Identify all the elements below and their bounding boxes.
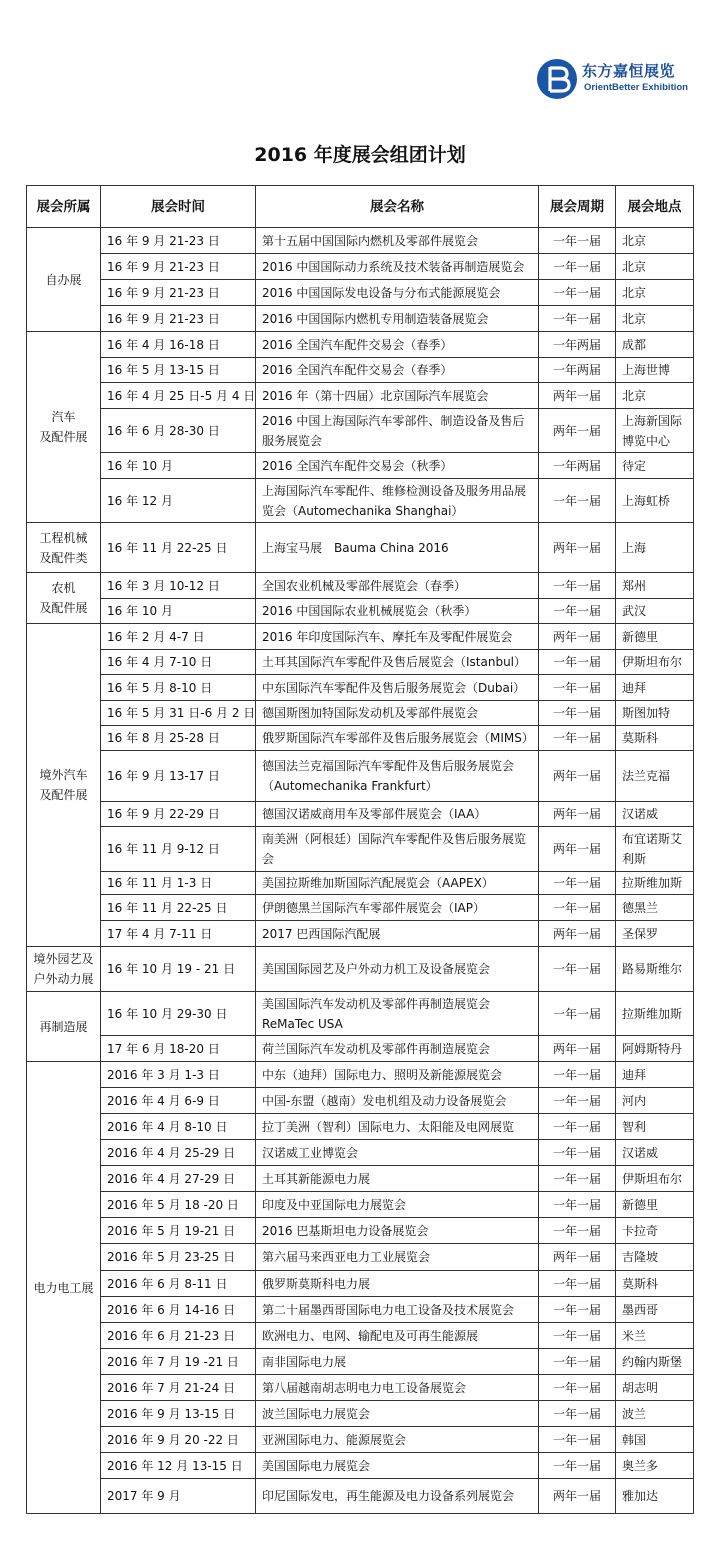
date-cell: 16 年 10 月 bbox=[101, 599, 256, 624]
table-row bbox=[27, 1088, 694, 1114]
date-cell: 16 年 12 月 bbox=[101, 479, 256, 523]
location-cell: 德黑兰 bbox=[616, 895, 694, 921]
name-cell: 2016 全国汽车配件交易会（秋季） bbox=[256, 453, 539, 479]
cycle-cell: 两年一届 bbox=[539, 624, 616, 650]
cycle-cell: 一年一届 bbox=[539, 1349, 616, 1375]
date-cell: 16 年 4 月 25 日-5 月 4 日 bbox=[101, 383, 256, 409]
cycle-cell: 一年一届 bbox=[539, 1166, 616, 1192]
table-row bbox=[27, 479, 694, 523]
date-cell: 2016 年 5 月 19-21 日 bbox=[101, 1218, 256, 1244]
cycle-cell: 一年一届 bbox=[539, 1218, 616, 1244]
name-cell: 第八届越南胡志明电力电工设备展览会 bbox=[256, 1375, 539, 1401]
name-cell: 俄罗斯国际汽车零部件及售后服务展览会（MIMS） bbox=[256, 726, 539, 751]
category-cell: 工程机械 及配件类 bbox=[27, 523, 101, 573]
location-cell: 伊斯坦布尔 bbox=[616, 1166, 694, 1192]
cycle-cell: 一年一届 bbox=[539, 1271, 616, 1297]
location-cell: 韩国 bbox=[616, 1427, 694, 1453]
location-cell: 上海新国际博览中心 bbox=[616, 409, 694, 453]
date-cell: 16 年 5 月 13-15 日 bbox=[101, 358, 256, 383]
table-row bbox=[27, 573, 694, 599]
table-row bbox=[27, 992, 694, 1036]
name-cell: 2017 巴西国际汽配展 bbox=[256, 921, 539, 947]
cycle-cell: 一年一届 bbox=[539, 1453, 616, 1479]
table-row bbox=[27, 872, 694, 895]
date-cell: 16 年 9 月 13-17 日 bbox=[101, 751, 256, 802]
cycle-cell: 一年一届 bbox=[539, 650, 616, 675]
location-cell: 阿姆斯特丹 bbox=[616, 1036, 694, 1062]
category-cell: 农机 及配件展 bbox=[27, 573, 101, 624]
table-row bbox=[27, 1323, 694, 1349]
location-cell: 卡拉奇 bbox=[616, 1218, 694, 1244]
name-cell: 第十五届中国国际内燃机及零部件展览会 bbox=[256, 228, 539, 254]
cycle-cell: 一年一届 bbox=[539, 701, 616, 726]
date-cell: 16 年 6 月 28-30 日 bbox=[101, 409, 256, 453]
location-cell: 圣保罗 bbox=[616, 921, 694, 947]
table-row bbox=[27, 701, 694, 726]
location-cell: 奥兰多 bbox=[616, 1453, 694, 1479]
logo-name-en: OrientBetter Exhibition bbox=[584, 82, 688, 93]
header-cycle: 展会周期 bbox=[539, 186, 616, 228]
exhibition-plan-table bbox=[26, 185, 694, 1514]
table-row bbox=[27, 1062, 694, 1088]
cycle-cell: 两年一届 bbox=[539, 409, 616, 453]
table-row bbox=[27, 947, 694, 992]
date-cell: 16 年 2 月 4-7 日 bbox=[101, 624, 256, 650]
table-row bbox=[27, 1114, 694, 1140]
cycle-cell: 两年一届 bbox=[539, 1479, 616, 1514]
date-cell: 16 年 10 月 19 - 21 日 bbox=[101, 947, 256, 992]
name-cell: 第六届马来西亚电力工业展览会 bbox=[256, 1244, 539, 1271]
table-row bbox=[27, 1349, 694, 1375]
cycle-cell: 一年一届 bbox=[539, 895, 616, 921]
date-cell: 16 年 9 月 22-29 日 bbox=[101, 802, 256, 827]
name-cell: 2016 中国国际内燃机专用制造装备展览会 bbox=[256, 306, 539, 332]
name-cell: 德国法兰克福国际汽车零配件及售后服务展览会（Automechanika Frankfurt） bbox=[256, 751, 539, 802]
location-cell: 北京 bbox=[616, 280, 694, 306]
location-cell: 汉诺威 bbox=[616, 802, 694, 827]
location-cell: 法兰克福 bbox=[616, 751, 694, 802]
table-row bbox=[27, 332, 694, 358]
cycle-cell: 一年一届 bbox=[539, 1401, 616, 1427]
cycle-cell: 一年一届 bbox=[539, 1088, 616, 1114]
table-row bbox=[27, 1427, 694, 1453]
location-cell: 波兰 bbox=[616, 1401, 694, 1427]
location-cell: 伊斯坦布尔 bbox=[616, 650, 694, 675]
name-cell: 2016 全国汽车配件交易会（春季） bbox=[256, 358, 539, 383]
table-row bbox=[27, 453, 694, 479]
table-row bbox=[27, 358, 694, 383]
name-cell: 2016 中国国际动力系统及技术装备再制造展览会 bbox=[256, 254, 539, 280]
date-cell: 16 年 11 月 1-3 日 bbox=[101, 872, 256, 895]
cycle-cell: 一年一届 bbox=[539, 992, 616, 1036]
header-date: 展会时间 bbox=[101, 186, 256, 228]
name-cell: 中东（迪拜）国际电力、照明及新能源展览会 bbox=[256, 1062, 539, 1088]
table-row bbox=[27, 1297, 694, 1323]
cycle-cell: 一年一届 bbox=[539, 280, 616, 306]
location-cell: 新德里 bbox=[616, 1192, 694, 1218]
location-cell: 汉诺威 bbox=[616, 1140, 694, 1166]
table-row bbox=[27, 650, 694, 675]
location-cell: 迪拜 bbox=[616, 1062, 694, 1088]
date-cell: 17 年 4 月 7-11 日 bbox=[101, 921, 256, 947]
name-cell: 德国汉诺威商用车及零部件展览会（IAA） bbox=[256, 802, 539, 827]
name-cell: 2016 中国国际农业机械展览会（秋季） bbox=[256, 599, 539, 624]
name-cell: 第二十届墨西哥国际电力电工设备及技术展览会 bbox=[256, 1297, 539, 1323]
cycle-cell: 两年一届 bbox=[539, 921, 616, 947]
date-cell: 16 年 3 月 10-12 日 bbox=[101, 573, 256, 599]
table-row bbox=[27, 751, 694, 802]
name-cell: 亚洲国际电力、能源展览会 bbox=[256, 1427, 539, 1453]
name-cell: 2016 全国汽车配件交易会（春季） bbox=[256, 332, 539, 358]
table-row bbox=[27, 921, 694, 947]
location-cell: 北京 bbox=[616, 228, 694, 254]
date-cell: 16 年 10 月 bbox=[101, 453, 256, 479]
name-cell: 中东国际汽车零配件及售后服务展览会（Dubai） bbox=[256, 675, 539, 701]
cycle-cell: 一年一届 bbox=[539, 1140, 616, 1166]
cycle-cell: 一年一届 bbox=[539, 254, 616, 280]
location-cell: 约翰内斯堡 bbox=[616, 1349, 694, 1375]
date-cell: 2016 年 5 月 18 -20 日 bbox=[101, 1192, 256, 1218]
location-cell: 河内 bbox=[616, 1088, 694, 1114]
name-cell: 全国农业机械及零部件展览会（春季） bbox=[256, 573, 539, 599]
date-cell: 2017 年 9 月 bbox=[101, 1479, 256, 1514]
name-cell: 2016 年（第十四届）北京国际汽车展览会 bbox=[256, 383, 539, 409]
table-row bbox=[27, 254, 694, 280]
header-location: 展会地点 bbox=[616, 186, 694, 228]
date-cell: 2016 年 3 月 1-3 日 bbox=[101, 1062, 256, 1088]
table-row bbox=[27, 827, 694, 872]
name-cell: 伊朗德黑兰国际汽车零部件展览会（IAP） bbox=[256, 895, 539, 921]
cycle-cell: 一年一届 bbox=[539, 306, 616, 332]
page-title: 2016 年度展会组团计划 bbox=[254, 144, 466, 166]
table-row bbox=[27, 895, 694, 921]
name-cell: 2016 中国国际发电设备与分布式能源展览会 bbox=[256, 280, 539, 306]
name-cell: 南美洲（阿根廷）国际汽车零配件及售后服务展览会 bbox=[256, 827, 539, 872]
date-cell: 2016 年 7 月 21-24 日 bbox=[101, 1375, 256, 1401]
table-row bbox=[27, 523, 694, 573]
date-cell: 2016 年 6 月 21-23 日 bbox=[101, 1323, 256, 1349]
date-cell: 2016 年 4 月 25-29 日 bbox=[101, 1140, 256, 1166]
location-cell: 雅加达 bbox=[616, 1479, 694, 1514]
location-cell: 路易斯维尔 bbox=[616, 947, 694, 992]
name-cell: 2016 年印度国际汽车、摩托车及零配件展览会 bbox=[256, 624, 539, 650]
table-row bbox=[27, 624, 694, 650]
name-cell: 美国国际汽车发动机及零部件再制造展览会 ReMaTec USA bbox=[256, 992, 539, 1036]
category-cell: 汽车 及配件展 bbox=[27, 332, 101, 523]
location-cell: 拉斯维加斯 bbox=[616, 872, 694, 895]
cycle-cell: 一年一届 bbox=[539, 228, 616, 254]
name-cell: 汉诺威工业博览会 bbox=[256, 1140, 539, 1166]
location-cell: 吉隆坡 bbox=[616, 1244, 694, 1271]
date-cell: 2016 年 4 月 27-29 日 bbox=[101, 1166, 256, 1192]
cycle-cell: 一年一届 bbox=[539, 726, 616, 751]
header-name: 展会名称 bbox=[256, 186, 539, 228]
location-cell: 上海世博 bbox=[616, 358, 694, 383]
cycle-cell: 一年一届 bbox=[539, 1062, 616, 1088]
date-cell: 2016 年 7 月 19 -21 日 bbox=[101, 1349, 256, 1375]
name-cell: 拉丁美洲（智利）国际电力、太阳能及电网展览 bbox=[256, 1114, 539, 1140]
location-cell: 莫斯科 bbox=[616, 1271, 694, 1297]
name-cell: 土耳其国际汽车零配件及售后展览会（Istanbul） bbox=[256, 650, 539, 675]
category-cell: 电力电工展 bbox=[27, 1062, 101, 1514]
date-cell: 17 年 6 月 18-20 日 bbox=[101, 1036, 256, 1062]
name-cell: 美国国际园艺及户外动力机工及设备展览会 bbox=[256, 947, 539, 992]
location-cell: 胡志明 bbox=[616, 1375, 694, 1401]
cycle-cell: 一年一届 bbox=[539, 1114, 616, 1140]
location-cell: 莫斯科 bbox=[616, 726, 694, 751]
table-row bbox=[27, 280, 694, 306]
cycle-cell: 一年一届 bbox=[539, 1192, 616, 1218]
cycle-cell: 两年一届 bbox=[539, 802, 616, 827]
date-cell: 16 年 9 月 21-23 日 bbox=[101, 228, 256, 254]
name-cell: 荷兰国际汽车发动机及零部件再制造展览会 bbox=[256, 1036, 539, 1062]
table-row bbox=[27, 1192, 694, 1218]
name-cell: 印尼国际发电，再生能源及电力设备系列展览会 bbox=[256, 1479, 539, 1514]
date-cell: 2016 年 9 月 20 -22 日 bbox=[101, 1427, 256, 1453]
cycle-cell: 一年一届 bbox=[539, 1323, 616, 1349]
location-cell: 墨西哥 bbox=[616, 1297, 694, 1323]
cycle-cell: 一年一届 bbox=[539, 1427, 616, 1453]
date-cell: 16 年 8 月 25-28 日 bbox=[101, 726, 256, 751]
cycle-cell: 两年一届 bbox=[539, 1036, 616, 1062]
location-cell: 上海虹桥 bbox=[616, 479, 694, 523]
name-cell: 上海宝马展 Bauma China 2016 bbox=[256, 523, 539, 573]
table-row bbox=[27, 1271, 694, 1297]
cycle-cell: 两年一届 bbox=[539, 383, 616, 409]
table-row bbox=[27, 1166, 694, 1192]
location-cell: 米兰 bbox=[616, 1323, 694, 1349]
location-cell: 迪拜 bbox=[616, 675, 694, 701]
date-cell: 16 年 4 月 7-10 日 bbox=[101, 650, 256, 675]
date-cell: 2016 年 4 月 8-10 日 bbox=[101, 1114, 256, 1140]
location-cell: 北京 bbox=[616, 383, 694, 409]
table-row bbox=[27, 1401, 694, 1427]
name-cell: 波兰国际电力展览会 bbox=[256, 1401, 539, 1427]
name-cell: 南非国际电力展 bbox=[256, 1349, 539, 1375]
cycle-cell: 一年两届 bbox=[539, 332, 616, 358]
date-cell: 16 年 9 月 21-23 日 bbox=[101, 280, 256, 306]
cycle-cell: 一年两届 bbox=[539, 453, 616, 479]
date-cell: 16 年 5 月 31 日-6 月 2 日 bbox=[101, 701, 256, 726]
name-cell: 欧洲电力、电网、输配电及可再生能源展 bbox=[256, 1323, 539, 1349]
name-cell: 美国国际电力展览会 bbox=[256, 1453, 539, 1479]
category-cell: 境外园艺及 户外动力展 bbox=[27, 947, 101, 992]
date-cell: 2016 年 4 月 6-9 日 bbox=[101, 1088, 256, 1114]
cycle-cell: 一年一届 bbox=[539, 1297, 616, 1323]
table-header-row bbox=[27, 186, 694, 228]
date-cell: 2016 年 6 月 14-16 日 bbox=[101, 1297, 256, 1323]
name-cell: 土耳其新能源电力展 bbox=[256, 1166, 539, 1192]
location-cell: 智利 bbox=[616, 1114, 694, 1140]
location-cell: 新德里 bbox=[616, 624, 694, 650]
table-row bbox=[27, 1036, 694, 1062]
table-row bbox=[27, 1479, 694, 1514]
location-cell: 武汉 bbox=[616, 599, 694, 624]
cycle-cell: 两年一届 bbox=[539, 751, 616, 802]
table-row bbox=[27, 1140, 694, 1166]
table-row bbox=[27, 599, 694, 624]
cycle-cell: 一年一届 bbox=[539, 947, 616, 992]
location-cell: 上海 bbox=[616, 523, 694, 573]
table-row bbox=[27, 726, 694, 751]
date-cell: 2016 年 5 月 23-25 日 bbox=[101, 1244, 256, 1271]
table-row bbox=[27, 409, 694, 453]
cycle-cell: 一年一届 bbox=[539, 1375, 616, 1401]
company-logo bbox=[536, 56, 706, 104]
table-row bbox=[27, 675, 694, 701]
date-cell: 16 年 5 月 8-10 日 bbox=[101, 675, 256, 701]
category-cell: 自办展 bbox=[27, 228, 101, 332]
location-cell: 拉斯维加斯 bbox=[616, 992, 694, 1036]
location-cell: 郑州 bbox=[616, 573, 694, 599]
logo-name-cn: 东方嘉恒展览 bbox=[582, 62, 676, 80]
location-cell: 北京 bbox=[616, 306, 694, 332]
location-cell: 成都 bbox=[616, 332, 694, 358]
logo-mark-icon bbox=[536, 58, 578, 100]
name-cell: 俄罗斯莫斯科电力展 bbox=[256, 1271, 539, 1297]
name-cell: 中国-东盟（越南）发电机组及动力设备展览会 bbox=[256, 1088, 539, 1114]
location-cell: 布宜诺斯艾利斯 bbox=[616, 827, 694, 872]
cycle-cell: 一年两届 bbox=[539, 358, 616, 383]
cycle-cell: 一年一届 bbox=[539, 479, 616, 523]
date-cell: 16 年 11 月 22-25 日 bbox=[101, 895, 256, 921]
table-row bbox=[27, 1244, 694, 1271]
cycle-cell: 两年一届 bbox=[539, 523, 616, 573]
cycle-cell: 一年一届 bbox=[539, 872, 616, 895]
date-cell: 2016 年 12 月 13-15 日 bbox=[101, 1453, 256, 1479]
cycle-cell: 一年一届 bbox=[539, 675, 616, 701]
table-row bbox=[27, 1375, 694, 1401]
table-row bbox=[27, 802, 694, 827]
location-cell: 斯图加特 bbox=[616, 701, 694, 726]
cycle-cell: 一年一届 bbox=[539, 599, 616, 624]
cycle-cell: 两年一届 bbox=[539, 827, 616, 872]
name-cell: 德国斯图加特国际发动机及零部件展览会 bbox=[256, 701, 539, 726]
category-cell: 再制造展 bbox=[27, 992, 101, 1062]
location-cell: 北京 bbox=[616, 254, 694, 280]
name-cell: 上海国际汽车零配件、维修检测设备及服务用品展览会（Automechanika Shanghai） bbox=[256, 479, 539, 523]
header-category: 展会所属 bbox=[27, 186, 101, 228]
date-cell: 16 年 10 月 29-30 日 bbox=[101, 992, 256, 1036]
date-cell: 16 年 9 月 21-23 日 bbox=[101, 306, 256, 332]
category-cell: 境外汽车 及配件展 bbox=[27, 624, 101, 947]
date-cell: 2016 年 6 月 8-11 日 bbox=[101, 1271, 256, 1297]
date-cell: 16 年 9 月 21-23 日 bbox=[101, 254, 256, 280]
name-cell: 2016 巴基斯坦电力设备展览会 bbox=[256, 1218, 539, 1244]
name-cell: 印度及中亚国际电力展览会 bbox=[256, 1192, 539, 1218]
name-cell: 美国拉斯维加斯国际汽配展览会（AAPEX） bbox=[256, 872, 539, 895]
date-cell: 16 年 11 月 22-25 日 bbox=[101, 523, 256, 573]
table-row bbox=[27, 383, 694, 409]
cycle-cell: 两年一届 bbox=[539, 1244, 616, 1271]
cycle-cell: 一年一届 bbox=[539, 573, 616, 599]
table-row bbox=[27, 306, 694, 332]
table-row bbox=[27, 1453, 694, 1479]
name-cell: 2016 中国上海国际汽车零部件、制造设备及售后服务展览会 bbox=[256, 409, 539, 453]
date-cell: 16 年 4 月 16-18 日 bbox=[101, 332, 256, 358]
date-cell: 16 年 11 月 9-12 日 bbox=[101, 827, 256, 872]
table-row bbox=[27, 1218, 694, 1244]
date-cell: 2016 年 9 月 13-15 日 bbox=[101, 1401, 256, 1427]
table-row bbox=[27, 228, 694, 254]
location-cell: 待定 bbox=[616, 453, 694, 479]
